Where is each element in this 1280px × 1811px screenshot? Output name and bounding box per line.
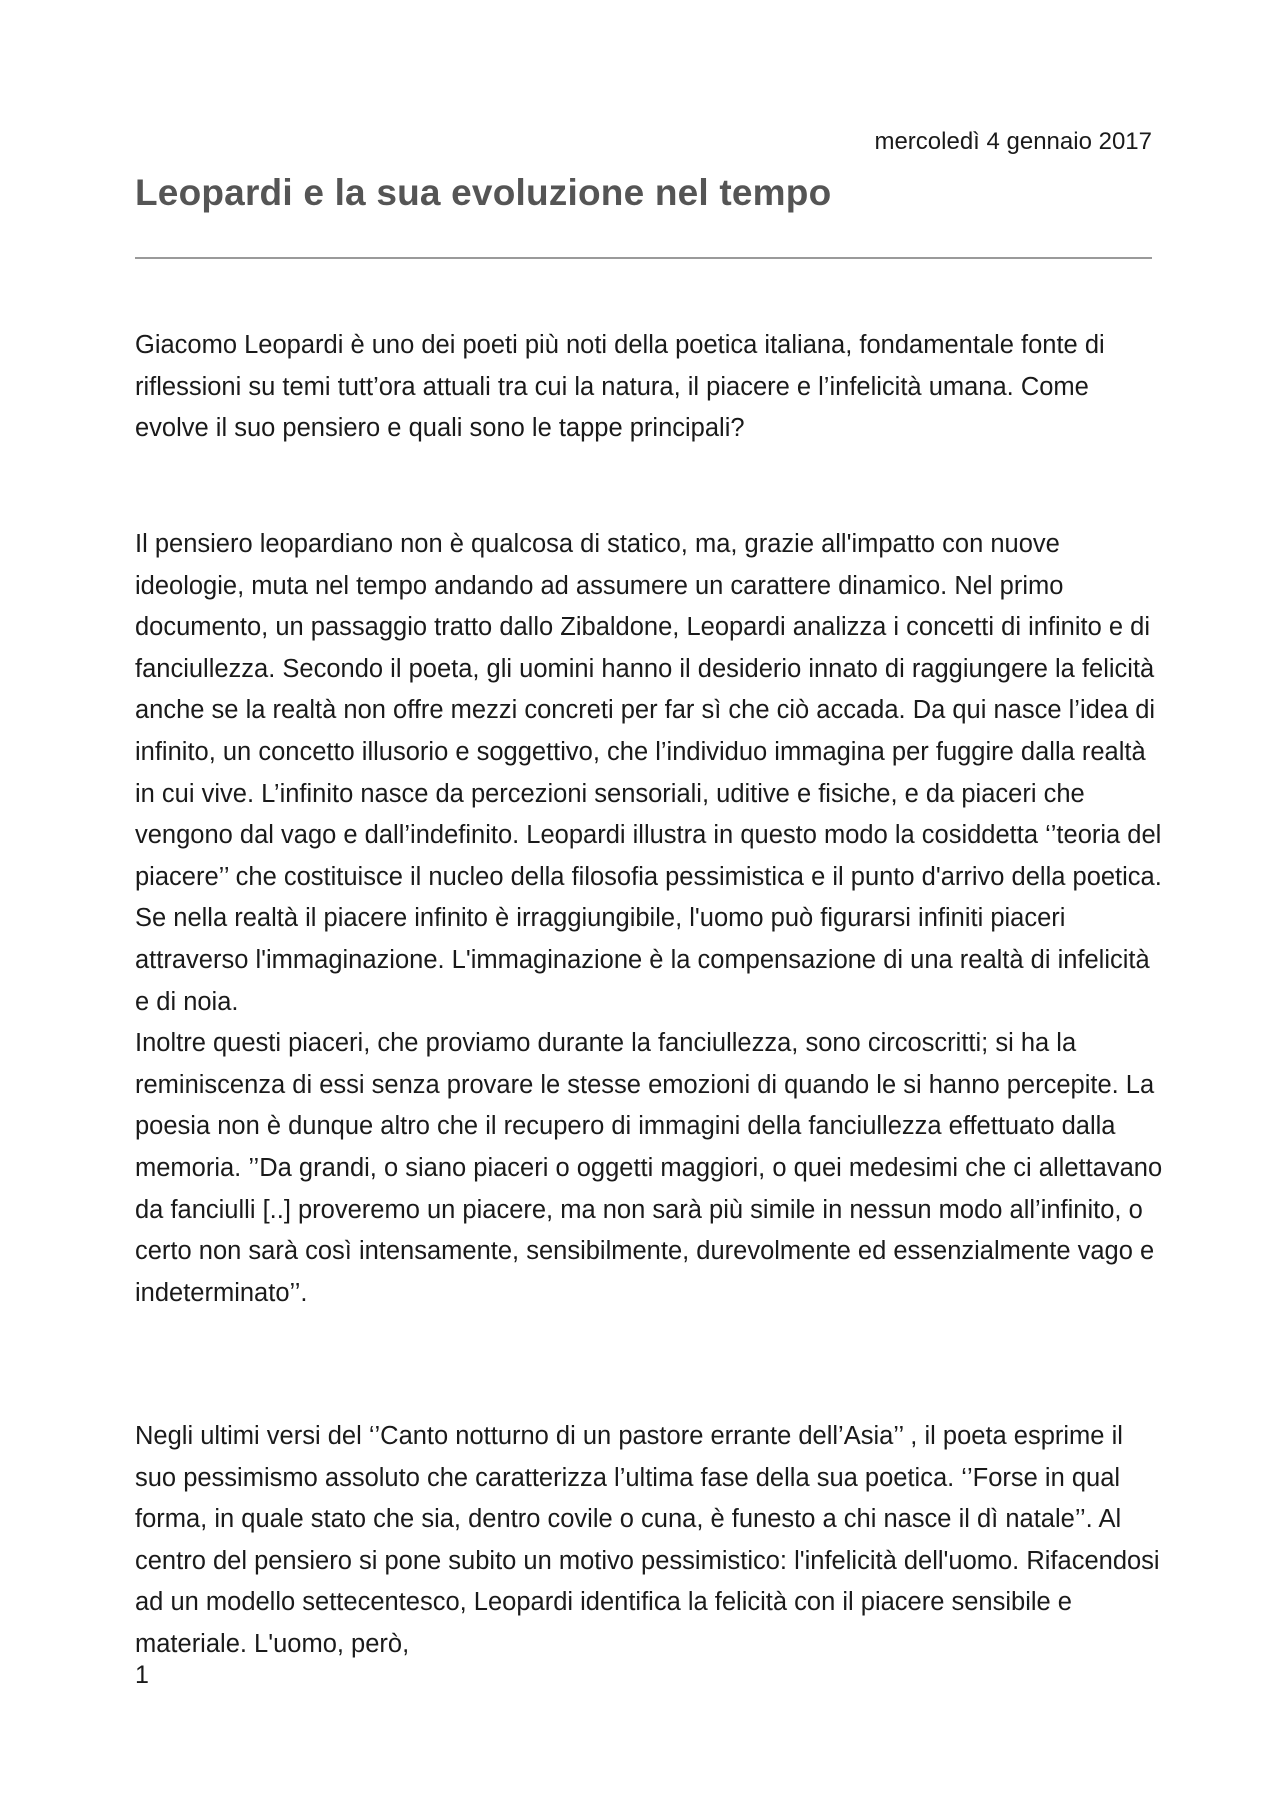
page-title: Leopardi e la sua evoluzione nel tempo xyxy=(135,172,832,213)
main-paragraph-part-1: Il pensiero leopardiano non è qualcosa di statico, ma, grazie all'impatto con nuove ideologie, muta nel tempo andando ad assumere un carattere dinamico. Nel primo documento, un passaggio tratto dallo Zibaldone, Leopardi analizza i concetti di infinito e di fanciullezza. Secondo il poeta, gli uomini hanno il desiderio innato di raggiungere la felicità anche se la realtà non offre mezzi concreti per far sì che ciò accada. Da qui nasce l’idea di infinito, un concetto illusorio e soggettivo, che l’individuo immagina per fuggire dalla realtà in cui vive. L’infinito nasce da percezioni sensoriali, uditive e fisiche, e da piaceri che vengono dal vago e dall’indefinito. Leopardi illustra in questo modo la cosiddetta ‘’teoria del piacere’’ che costituisce il nucleo della filosofia pessimistica e il punto d'arrivo della poetica. Se nella realtà il piacere infinito è irraggiungibile, l'uomo può figurarsi infiniti piaceri attraverso l'immaginazione. L'immaginazione è la compensazione di una realtà di infelicità e di noia. xyxy=(135,530,1162,1016)
title-divider xyxy=(135,257,1152,259)
canto-paragraph: Negli ultimi versi del ‘’Canto notturno di un pastore errante dell’Asia’’ , il poeta esprime il suo pessimismo assoluto che caratterizza l’ultima fase della sua poetica. ‘’Forse in qual forma, in quale stato che sia, dentro covile o cuna, è funesto a chi nasce il dì natale’’. Al centro del pensiero si pone subito un motivo pessimistico: l'infelicità dell'uomo. Rifacendosi ad un modello settecentesco, Leopardi identifica la felicità con il piacere sensibile e materiale. L'uomo, però, xyxy=(135,1422,1160,1658)
intro-paragraph: Giacomo Leopardi è uno dei poeti più noti della poetica italiana, fondamentale fonte di riflessioni su temi tutt’ora attuali tra cui la natura, il piacere e l’infelicità umana. Come evolve il suo pensiero e quali sono le tappe principali? xyxy=(135,331,1105,443)
main-paragraph xyxy=(135,524,1165,1314)
page-number: 1 xyxy=(135,1661,149,1689)
entry-date: mercoledì 4 gennaio 2017 xyxy=(874,128,1152,155)
main-paragraph-part-2: Inoltre questi piaceri, che proviamo durante la fanciullezza, sono circoscritti; si ha la reminiscenza di essi senza provare le stesse emozioni di quando le si hanno percepite. La poesia non è dunque altro che il recupero di immagini della fanciullezza effettuato dalla memoria. ’’Da grandi, o siano piaceri o oggetti maggiori, o quei medesimi che ci allettavano da fanciulli [..] proveremo un piacere, ma non sarà più simile in nessun modo all’infinito, o certo non sarà così intensamente, sensibilmente, durevolmente ed essenzialmente vago e indeterminato’’. xyxy=(135,1029,1163,1307)
